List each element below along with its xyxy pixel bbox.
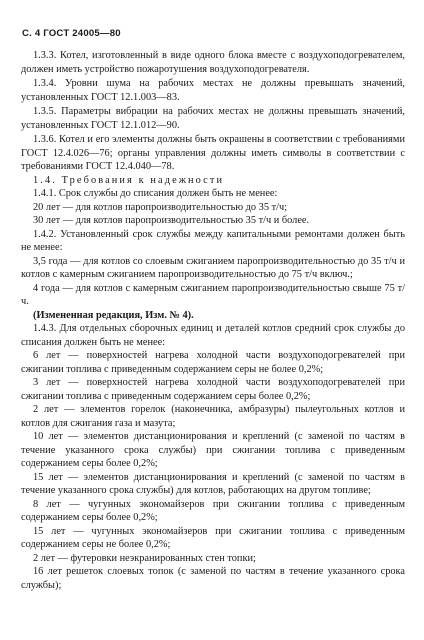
list-item-6-years: 6 лет — поверхностей нагрева холодной части воздухоподогревателей при сжигании топлива с приведенным содержанием серы не более 0,2%; [21,350,405,375]
list-item-8-years: 8 лет — чугунных экономайзеров при сжигании топлива с приведенным содержанием серы более 0,2%; [21,498,405,523]
clause-1-4-2: 1.4.2. Установленный срок службы между капитальными ремонтами должен быть не менее: [21,228,405,253]
amendment-note: (Измененная редакция, Изм. № 4). [33,309,194,321]
list-item-2-years-burners: 2 лет — элементов горелок (наконечника, амбразуры) пылеугольных котлов и котлов для сжигания газа и мазута; [21,404,405,429]
list-item-15-years-fixings: 15 лет — элементов дистанционирования и креплений (с заменой по частям в течение указанного срока службы) для котлов, работающих на другом топливе; [21,471,405,496]
clause-1-3-3: 1.3.3. Котел, изготовленный в виде одного блока вместе с воздухоподогревателем, должен иметь устройство пожаротушения воздухоподогревателя. [21,50,405,75]
page-header: С. 4 ГОСТ 24005—80 [22,28,121,39]
list-item-30-years: 30 лет — для котлов паропроизводительностью 35 т/ч и более. [33,215,310,226]
clause-1-3-6: 1.3.6. Котел и его элементы должны быть окрашены в соответствии с требованиями ГОСТ 12.4.026—76; органы управления должны иметь символы в соответствии с требованиями ГОСТ 12.4.040—78. [21,134,405,172]
clause-1-3-4: 1.3.4. Уровни шума на рабочих местах не должны превышать значений, установленных ГОСТ 12.1.003—83. [21,78,405,103]
list-item-2-years-lining: 2 лет — футеровки неэкранированных стен топки; [33,552,256,564]
clause-1-3-5: 1.3.5. Параметры вибрации на рабочих местах не должны превышать значений, установленных ГОСТ 12.1.012—90. [21,106,405,131]
list-item-15-years-economizers: 15 лет — чугунных экономайзеров при сжигании топлива с приведенным содержанием серы не более 0,2%; [21,525,405,550]
list-item-10-years: 10 лет — элементов дистанционирования и креплений (с заменой по частям в течение указанного срока службы) при сжигании топлива с приведенным содержанием серы более 0,2%; [21,431,405,469]
list-item-3-5-years: 3,5 года — для котлов со слоевым сжиганием паропроизводительностью до 35 т/ч и котлов с камерным сжиганием паропроизводительностью до 75 т/ч включ.; [21,255,405,280]
list-item-4-years: 4 года — для котлов с камерным сжиганием паропроизводительностью свыше 75 т/ч. [21,282,405,307]
clause-1-4-3: 1.4.3. Для отдельных сборочных единиц и деталей котлов средний срок службы до списания должен быть не менее: [21,323,405,348]
list-item-3-years: 3 лет — поверхностей нагрева холодной части воздухоподогревателей при сжигании топлива с приведенным содержанием серы более 0,2%; [21,377,405,402]
list-item-20-years: 20 лет — для котлов паропроизводительностью до 35 т/ч; [33,201,288,213]
document-body [21,49,405,592]
list-item-16-years: 16 лет решеток слоевых топок (с заменой по частям в течение указанного срока службы); [21,566,405,591]
section-heading-1-4: 1.4. Требования к надежности [33,174,225,186]
clause-1-4-1: 1.4.1. Срок службы до списания должен быть не менее: [33,188,278,199]
